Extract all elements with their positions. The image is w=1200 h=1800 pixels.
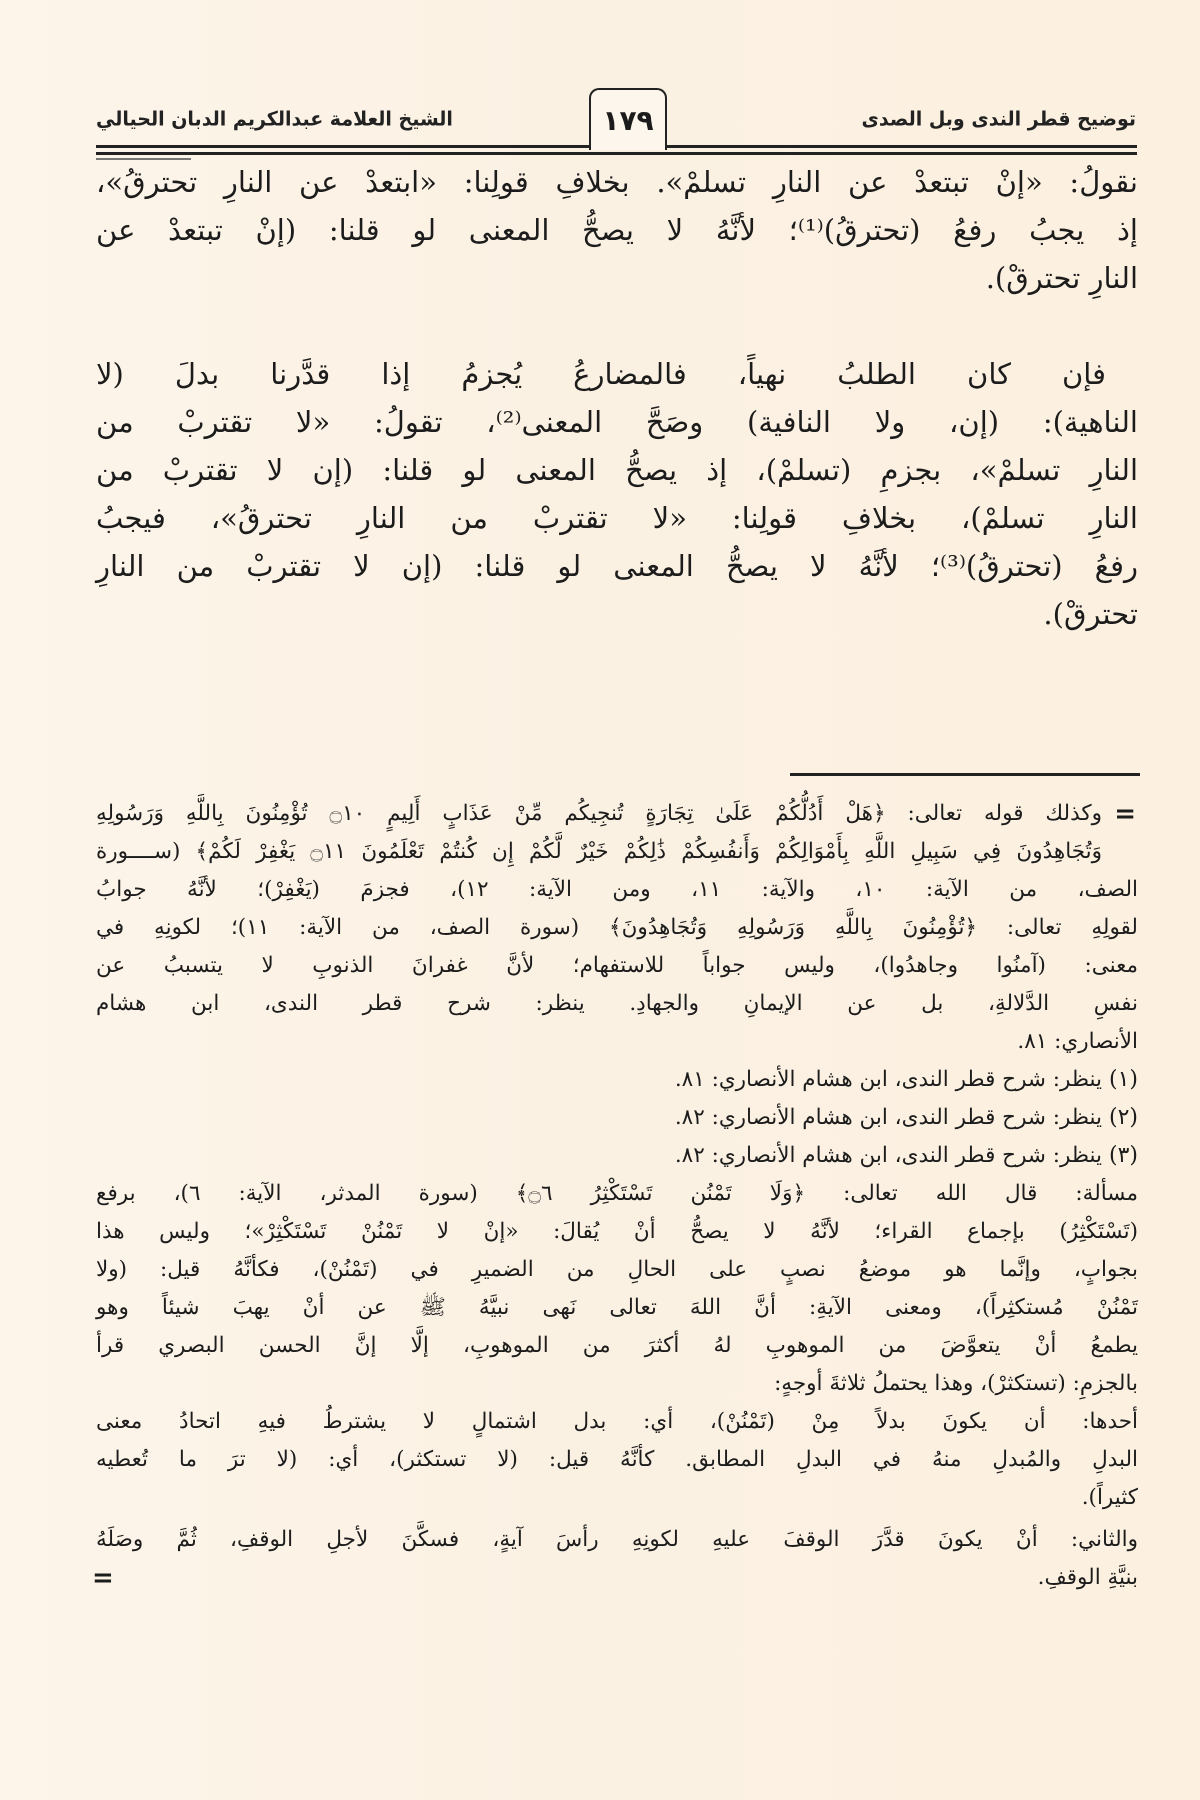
running-head-author: الشيخ العلامة عبدالكريم الدبان الحيالي (96, 107, 453, 131)
text-line: النارِ تسلمْ»، بجزمِ (تسلمْ)، إذ يصحُّ المعنى لو قلنا: (إن لا تقتربْ من (96, 453, 1138, 487)
text-line (96, 640, 1138, 684)
page-number: ١٧٩ (589, 88, 667, 150)
footnote-line: الصف، من الآية: ١٠، والآية: ١١، ومن الآية: ١٢)، فجزمَ (يَغْفِرْ)؛ لأنَّهُ جوابُ (96, 877, 1138, 902)
footnote-line: الأنصاري: ٨١. (1017, 1029, 1138, 1054)
footnote-line: وكذلك قوله تعالى: ﴿هَلْ أَدُلُّكُمْ عَلَىٰ تِجَارَةٍ تُنجِيكُم مِّنْ عَذَابٍ أَلِيمٍ ۝١٠ تُؤْمِنُونَ بِاللَّهِ وَرَسُولِهِ (96, 801, 1102, 826)
footnote-line: مسألة: قال الله تعالى: ﴿وَلَا تَمْنُن تَسْتَكْثِرُ ۝٦﴾ (سورة المدثر، الآية: ٦)، برفع (96, 1181, 1138, 1206)
text-line: إذ يجبُ رفعُ (تحترقُ)⁽¹⁾؛ لأنَّهُ لا يصحُّ المعنى لو قلنا: (إنْ تبتعدْ عن (96, 213, 1138, 247)
footnote-line: لقولِهِ تعالى: ﴿تُؤْمِنُونَ بِاللَّهِ وَرَسُولِهِ وَتُجَاهِدُونَ﴾ (سورة الصف، من الآية: ١١)؛ لكونِهِ في (96, 915, 1138, 940)
continuation-marker: = (1114, 799, 1136, 829)
footnote-marker: (١) (1108, 1067, 1138, 1092)
text-line: النارِ تسلمْ)، بخلافِ قولِنا: «لا تقتربْ من النارِ تحترقُ»، فيجبُ (96, 501, 1138, 535)
footnote-line: كثيراً). (1081, 1485, 1138, 1510)
footnote-line: (تَسْتَكْثِرُ) بإجماع القراء؛ لأنَّهُ لا يصحُّ أنْ يُقالَ: «إنْ لا تَمْنُنْ تَسْتَكْثِرْ»؛ وليس هذا (96, 1219, 1138, 1244)
text-line: تحترقْ). (1043, 597, 1138, 631)
footnote-line: أحدها: أن يكونَ بدلاً مِنْ (تَمْنُنْ)، أي: بدل اشتمالٍ لا يشترطُ فيهِ اتحادُ معنى (96, 1409, 1138, 1434)
footnote-marker: (٣) (1108, 1143, 1138, 1168)
footnote-line: تَمْنُنْ مُستكثِراً)، ومعنى الآيةِ: أنَّ اللهَ تعالى نَهى نبيَّهُ ﷺ عن أنْ يهبَ شيئاً وهو (96, 1295, 1138, 1320)
footnote-marker: (٢) (1108, 1105, 1138, 1130)
footnote-line: نفسِ الدَّلالةِ، بل عن الإيمانِ والجهادِ. ينظر: شرح قطر الندى، ابن هشام (96, 991, 1138, 1016)
footnote-line: البدلِ والمُبدلِ منهُ في البدلِ المطابق. كأنَّهُ قيل: (لا تستكثر)، أي: (لا ترَ ما تُعطيه (96, 1447, 1138, 1472)
text-line: النارِ تحترقْ). (985, 261, 1138, 295)
footnote-separator (790, 773, 1140, 776)
text-line: الناهية): (إن، ولا النافية) وصَحَّ المعنى⁽²⁾، تقولُ: «لا تقتربْ من (96, 405, 1138, 439)
header-rule-bottom (96, 152, 1137, 155)
footnote-line: والثاني: أنْ يكونَ قدَّرَ الوقفَ عليهِ لكونِهِ رأسَ آيةٍ، فسكَّنَ لأجلِ الوقفِ، ثُمَّ وصَلَهُ (96, 1527, 1138, 1552)
text-line: نقولُ: «إنْ تبتعدْ عن النارِ تسلمْ». بخلافِ قولِنا: «ابتعدْ عن النارِ تحترقُ»، (96, 165, 1138, 199)
footnote-text: ينظر: شرح قطر الندى، ابن هشام الأنصاري: ٨١. (674, 1067, 1102, 1092)
text-line: فإن كان الطلبُ نهياً، فالمضارعُ يُجزمُ إذا قدَّرنا بدلَ (لا (96, 357, 1106, 391)
footnote-line: بالجزمِ: (تستكثرْ)، وهذا يحتملُ ثلاثةَ أوجهٍ: (774, 1371, 1138, 1396)
footnote-text: ينظر: شرح قطر الندى، ابن هشام الأنصاري: ٨٢. (674, 1143, 1102, 1168)
footnote-text: ينظر: شرح قطر الندى، ابن هشام الأنصاري: ٨٢. (674, 1105, 1102, 1130)
footnote-line: بجوابٍ، وإنَّما هو موضعُ نصبٍ على الحالِ من الضميرِ في (تَمْنُنْ)، فكأنَّهُ قيل: (ولا (96, 1257, 1138, 1282)
text-line: رفعُ (تحترقُ)⁽³⁾؛ لأنَّهُ لا يصحُّ المعنى لو قلنا: (إن لا تقتربْ من النارِ (96, 549, 1138, 583)
footnote-line: يطمعُ أنْ يتعوَّضَ من الموهوبِ لهُ أكثرَ من الموهوبِ، إلَّا إنَّ الحسن البصري قرأ (96, 1333, 1138, 1358)
footnote-line: بنيَّةِ الوقفِ. (1037, 1565, 1138, 1590)
running-head-book-title: توضيح قطر الندى وبل الصدى (861, 107, 1136, 131)
footnote-line: وَتُجَاهِدُونَ فِي سَبِيلِ اللَّهِ بِأَمْوَالِكُمْ وَأَنفُسِكُمْ ذَٰلِكُمْ خَيْرٌ لَّكُمْ إِن كُنتُمْ تَعْلَمُونَ ۝١١ يَغْفِرْ لَكُمْ﴾ (ســــورة (96, 839, 1103, 864)
continuation-marker-next-page: = (92, 1563, 114, 1593)
footnote-line: معنى: (آمنُوا وجاهدُوا)، وليس جواباً للاستفهام؛ لأنَّ غفرانَ الذنوبِ لا يتسببُ عن (96, 953, 1138, 978)
